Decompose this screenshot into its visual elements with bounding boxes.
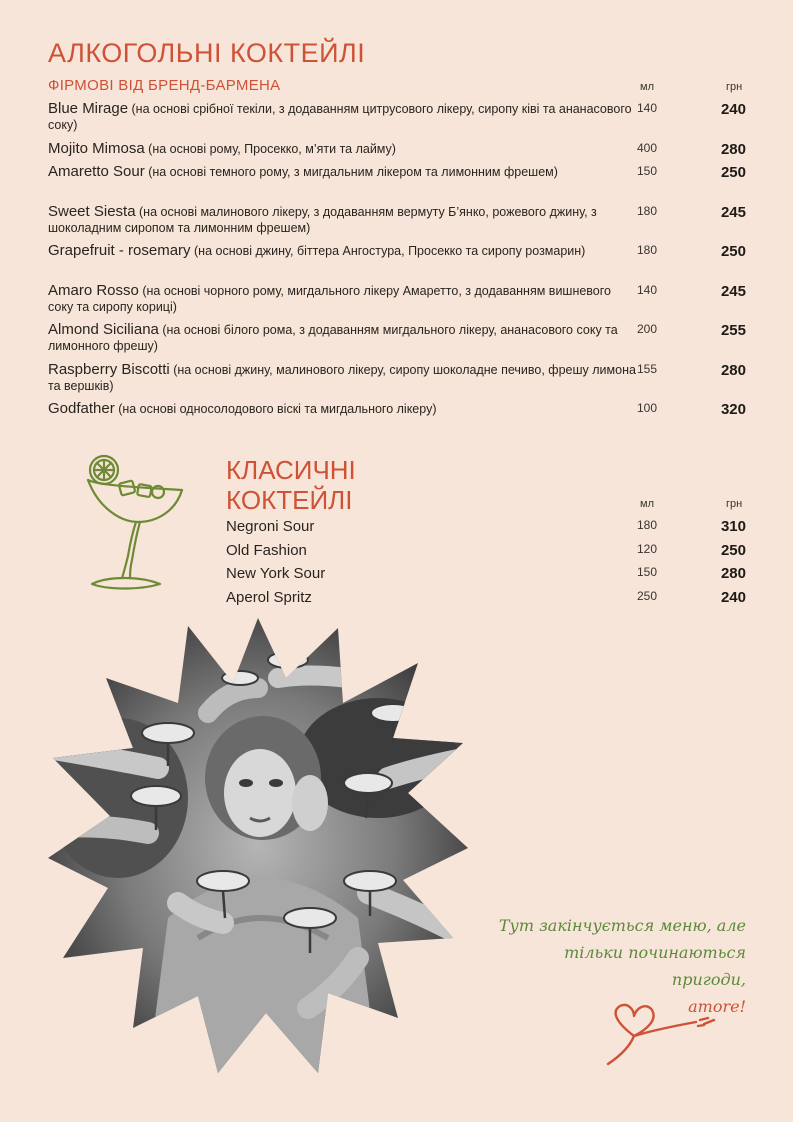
item-price: 245 (720, 204, 746, 221)
item-price: 310 (720, 518, 746, 535)
item-description: (на основі джину, біттера Ангостура, Просекко та сиропу розмарин) (190, 244, 586, 258)
item-volume: 140 (636, 101, 658, 115)
item-price: 320 (720, 401, 746, 418)
section-title-classic (226, 455, 426, 515)
item-name: Godfather (48, 400, 115, 417)
item-price: 250 (720, 243, 746, 260)
item-volume: 180 (636, 518, 658, 532)
item-price: 240 (720, 101, 746, 118)
item-description: (на основі малинового лікеру, з додаванням вермуту Б’янко, рожевого джину, з шоколадним сиропом та лимонним фрешем) (48, 205, 597, 235)
item-price: 240 (720, 589, 746, 606)
quote-line: Тут закінчується меню, але (498, 916, 746, 935)
item-name: Amaro Rosso (48, 282, 139, 299)
item-name: Mojito Mimosa (48, 140, 145, 157)
menu-item (48, 164, 638, 180)
column-header-ml: мл (640, 498, 654, 510)
menu-item: Aperol Spritz (226, 589, 312, 606)
item-volume: 180 (636, 243, 658, 257)
item-volume: 150 (636, 164, 658, 178)
heart-scribble-icon (604, 1000, 724, 1070)
item-volume: 120 (636, 542, 658, 556)
item-volume: 155 (636, 362, 658, 376)
item-description: (на основі срібної текіли, з додаванням цитрусового лікеру, сиропу ківі та ананасового соку) (48, 102, 632, 132)
quote-line-amore: amore! (688, 997, 746, 1016)
column-header-ml: мл (640, 81, 654, 93)
column-header-price: грн (726, 498, 743, 510)
item-description: (на основі рому, Просекко, м’яти та лайму) (144, 142, 396, 156)
item-description: (на основі чорного рому, мигдального лікеру Амаретто, з додаванням вишневого соку та сиропу кориці) (48, 284, 611, 314)
title-line: КЛАСИЧНІ (226, 455, 356, 485)
item-price: 250 (720, 542, 746, 559)
menu-item (48, 204, 638, 236)
item-volume: 140 (636, 283, 658, 297)
section-subtitle-signature: ФІРМОВІ ВІД БРЕНД-БАРМЕНА (48, 77, 281, 94)
item-price: 245 (720, 283, 746, 300)
item-volume: 180 (636, 204, 658, 218)
item-volume: 250 (636, 589, 658, 603)
item-volume: 150 (636, 565, 658, 579)
vintage-party-photo (48, 618, 468, 1073)
item-price: 280 (720, 362, 746, 379)
item-name: Blue Mirage (48, 100, 129, 117)
menu-item (48, 322, 638, 354)
quote-line: тільки починаються пригоди, (564, 943, 746, 989)
item-description: (на основі односолодового віскі та мигдального лікеру) (114, 402, 437, 416)
menu-item: New York Sour (226, 565, 326, 582)
item-name: Sweet Siesta (48, 203, 136, 220)
column-header-price: грн (726, 81, 743, 93)
item-price: 255 (720, 322, 746, 339)
menu-item (48, 101, 638, 133)
margarita-glass-icon (80, 452, 190, 597)
title-line: КОКТЕЙЛІ (226, 485, 353, 515)
section-title-signature: АЛКОГОЛЬНІ КОКТЕЙЛІ (48, 38, 366, 68)
menu-item (48, 283, 638, 315)
item-description: (на основі білого рома, з додаванням мигдального лікеру, ананасового соку та лимонного фрешу) (48, 323, 618, 353)
item-description: (на основі темного рому, з мигдальним лікером та лимонним фрешем) (144, 165, 558, 179)
menu-item (48, 141, 638, 157)
item-name: Almond Siciliana (48, 321, 159, 338)
item-price: 280 (720, 141, 746, 158)
menu-item (48, 401, 638, 417)
item-description: (на основі джину, малинового лікеру, сиропу шоколадне печиво, фрешу лимона та вершків) (48, 363, 636, 393)
menu-item: Old Fashion (226, 542, 307, 559)
menu-item (48, 362, 638, 394)
item-volume: 400 (636, 141, 658, 155)
item-price: 250 (720, 164, 746, 181)
item-volume: 200 (636, 322, 658, 336)
item-name: Grapefruit - rosemary (48, 242, 191, 259)
item-volume: 100 (636, 401, 658, 415)
menu-item: Negroni Sour (226, 518, 315, 535)
menu-item (48, 243, 638, 259)
item-name: Raspberry Biscotti (48, 361, 170, 378)
item-price: 280 (720, 565, 746, 582)
item-name: Amaretto Sour (48, 163, 145, 180)
